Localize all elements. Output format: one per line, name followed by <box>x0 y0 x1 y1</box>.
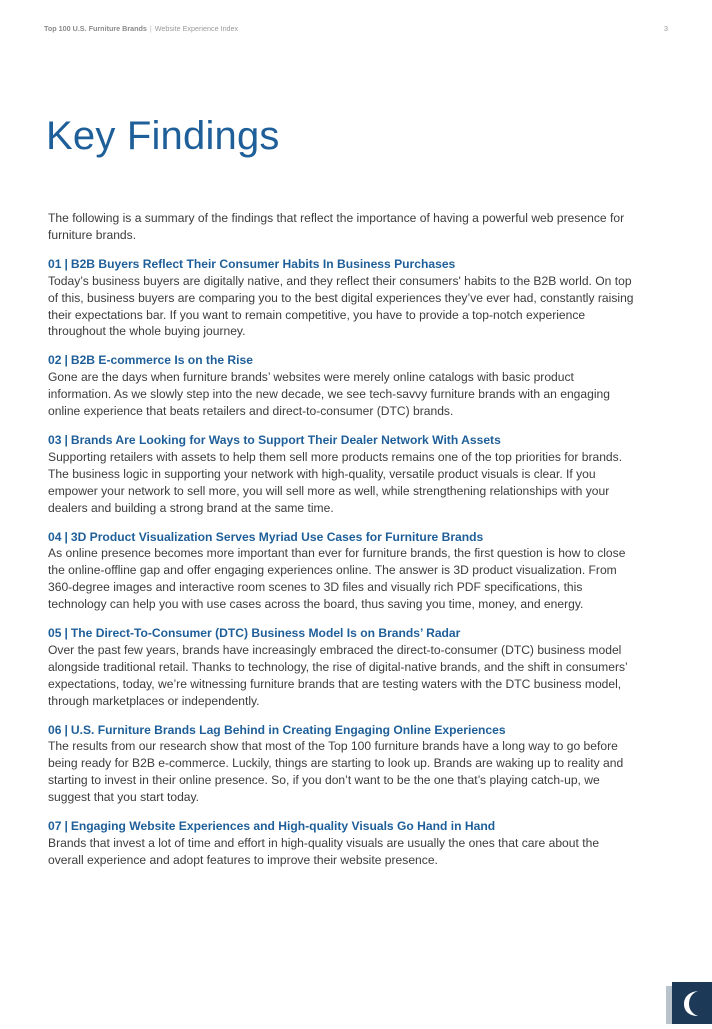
finding-title: Engaging Website Experiences and High-quality Visuals Go Hand in Hand <box>70 819 496 834</box>
finding-heading: 04 | 3D Product Visualization Serves Myriad Use Cases for Furniture Brands <box>48 529 484 544</box>
page-number: 3 <box>663 24 668 33</box>
finding-heading: 01 | B2B Buyers Reflect Their Consumer Habits In Business Purchases <box>48 256 456 271</box>
finding-number: 06 <box>48 722 62 737</box>
intro-paragraph: The following is a summary of the findings that reflect the importance of having a powerful web presence for furniture brands. <box>48 211 625 242</box>
header-subtitle: Website Experience Index <box>154 24 239 33</box>
finding-body: Over the past few years, brands have increasingly embraced the direct-to-consumer (DTC) business model alongside traditional retail. Thanks to technology, the rise of digital-native brands, and the shift in consumers’ expectations, today, we’re witnessing furniture brands that are testing waters with the DTC business model, through marketplaces or independently. <box>48 642 628 708</box>
finding-heading: 06 | U.S. Furniture Brands Lag Behind in Creating Engaging Online Experiences <box>48 722 506 737</box>
finding-title: B2B E-commerce Is on the Rise <box>70 353 253 368</box>
finding-body: Today’s business buyers are digitally native, and they reflect their consumers' habits to the B2B world. On top of this, business buyers are comparing you to the best digital experiences they’ve ever had, constantly raising their expectations bar. If you want to remain competitive, you have to provide a top-notch experience throughout the whole buying journey. <box>48 273 634 339</box>
finding-06 <box>48 722 636 807</box>
finding-number: 02 <box>48 353 62 368</box>
finding-body: The results from our research show that most of the Top 100 furniture brands have a long way to go before being ready for B2B e-commerce. Luckily, things are starting to look up. Brands are waking up to reality and starting to invest in their online presence. So, if you don’t want to be the one that’s playing catch-up, we suggest that you start today. <box>48 739 624 805</box>
key-findings-content <box>48 210 636 881</box>
finding-title: The Direct-To-Consumer (DTC) Business Model Is on Brands’ Radar <box>70 626 461 641</box>
finding-03 <box>48 432 636 517</box>
finding-04 <box>48 529 636 614</box>
finding-number: 03 <box>48 432 62 447</box>
finding-number: 07 <box>48 819 62 834</box>
finding-body: As online presence becomes more important than ever for furniture brands, the first question is how to close the online-offline gap and offer engaging experiences online. The answer is 3D product visualization. From 360-degree images and interactive room scenes to 3D files and visually rich PDF specifications, this technology can help you with use cases across the board, thus saving you time, money, and energy. <box>48 546 626 612</box>
finding-heading: 02 | B2B E-commerce Is on the Rise <box>48 353 253 368</box>
finding-05 <box>48 625 636 710</box>
header-brand: Top 100 U.S. Furniture Brands <box>44 24 147 33</box>
finding-title: 3D Product Visualization Serves Myriad Use Cases for Furniture Brands <box>70 529 484 544</box>
finding-02 <box>48 352 636 420</box>
finding-01 <box>48 256 636 341</box>
logo-tile <box>672 982 712 1024</box>
finding-body: Supporting retailers with assets to help them sell more products remains one of the top priorities for brands. The business logic in supporting your network with high-quality, versatile product visuals is clear. If you empower your network to sell more, you will sell more as well, while strengthening relationships with your dealers and building a strong brand at the same time. <box>48 449 623 515</box>
finding-body: Brands that invest a lot of time and effort in high-quality visuals are usually the ones that care about the overall experience and adopt features to improve their website presence. <box>48 836 600 867</box>
finding-number: 04 <box>48 529 62 544</box>
finding-heading: 03 | Brands Are Looking for Ways to Support Their Dealer Network With Assets <box>48 432 501 447</box>
page-header <box>44 24 668 36</box>
finding-body: Gone are the days when furniture brands’ websites were merely online catalogs with basic product information. As we slowly step into the new decade, we see tech-savvy furniture brands with an engaging online experience that beats retailers and direct-to-consumer (DTC) brands. <box>48 370 610 419</box>
brand-logo <box>670 980 712 1024</box>
page-title: Key Findings <box>46 114 280 158</box>
finding-number: 01 <box>48 256 62 271</box>
crescent-c-logo-icon <box>672 982 712 1024</box>
header-separator: | <box>149 24 152 33</box>
finding-title: B2B Buyers Reflect Their Consumer Habits In Business Purchases <box>70 256 456 271</box>
finding-title: U.S. Furniture Brands Lag Behind in Creating Engaging Online Experiences <box>70 722 506 737</box>
finding-heading: 05 | The Direct-To-Consumer (DTC) Business Model Is on Brands’ Radar <box>48 626 461 641</box>
finding-heading: 07 | Engaging Website Experiences and High-quality Visuals Go Hand in Hand <box>48 819 496 834</box>
finding-number: 05 <box>48 626 62 641</box>
finding-07 <box>48 818 636 869</box>
finding-title: Brands Are Looking for Ways to Support Their Dealer Network With Assets <box>70 432 501 447</box>
